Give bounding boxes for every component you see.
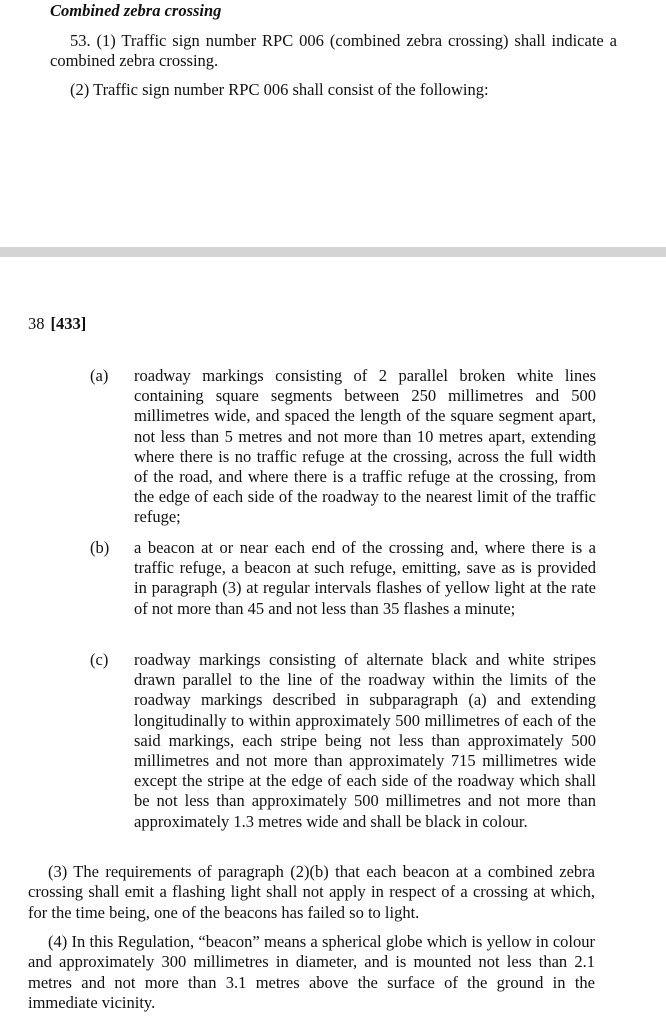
subparagraph-label: (c) [90,650,109,669]
paragraph-53-2 [50,80,617,100]
page-number-value: 38 [28,314,45,333]
paragraph-53-1 [50,31,617,72]
subparagraph-text: roadway markings consisting of 2 parallel broken white lines containing square segments between 250 millimetres and 500 millimetres wide, and spaced the length of the square segment apart, not less than 5 metres and not more than 10 metres apart, extending where there is no traffic refuge at the crossing, across the full width of the road, and where there is a traffic refuge at the crossing, from the edge of each side of the roadway to the nearest limit of the traffic refuge; [134,366,596,527]
section-heading: Combined zebra crossing [50,1,222,20]
subparagraph-label: (b) [90,538,110,557]
page-number [28,314,86,334]
paragraph-53-4 [28,932,595,1013]
subparagraph-label: (a) [90,366,109,385]
paragraph-text: (2) Traffic sign number RPC 006 shall consist of the following: [70,80,489,99]
document-page-top [0,0,666,247]
paragraph-53-3 [28,862,595,923]
subparagraph-text: a beacon at or near each end of the crossing and, where there is a traffic refuge, a beacon at such refuge, emitting, save as is provided in paragraph (3) at regular intervals flashes of yellow light at the rate of not more than 45 and not less than 35 flashes a minute; [134,538,596,618]
paragraph-text: (4) In this Regulation, “beacon” means a spherical globe which is yellow in colour and approximately 300 millimetres in diameter, and is mounted not less than 2.1 metres and not more than 3.1 metres above the surface of the ground in the immediate vicinity. [28,932,595,1012]
paragraph-text: (3) The requirements of paragraph (2)(b) that each beacon at a combined zebra crossing shall emit a flashing light shall not apply in respect of a crossing at which, for the time being, one of the beacons has failed so to light. [28,862,595,922]
subparagraph-text: roadway markings consisting of alternate black and white stripes drawn parallel to the line of the roadway within the limits of the roadway markings described in subparagraph (a) and extending longitudinally to within approximately 500 millimetres of each of the said markings, each stripe being not less than approximately 500 millimetres and not more than approximately 715 millimetres wide except the stripe at the edge of each side of the roadway which shall be not less than approximately 500 millimetres and not more than approximately 1.3 metres wide and shall be black in colour. [134,650,596,831]
page-reference: [433] [50,314,87,333]
page-separator [0,247,666,257]
paragraph-text: 53. (1) Traffic sign number RPC 006 (combined zebra crossing) shall indicate a combined zebra crossing. [50,31,617,71]
